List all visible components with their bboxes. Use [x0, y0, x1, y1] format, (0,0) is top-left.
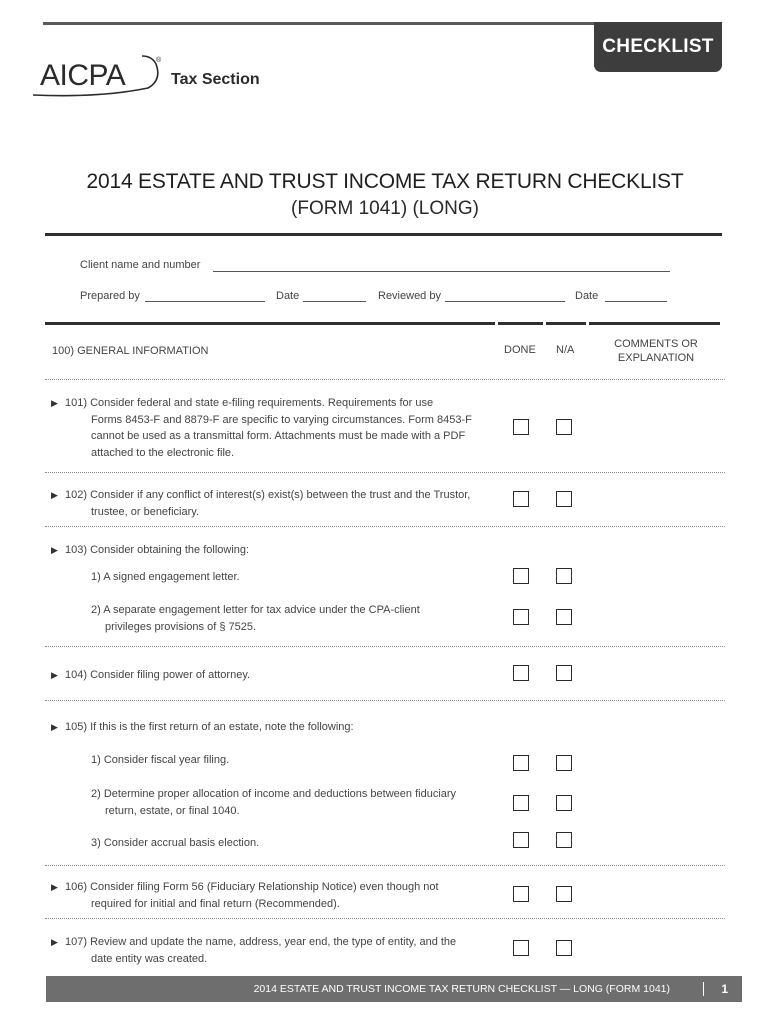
- done-checkbox-101[interactable]: [513, 419, 529, 435]
- done-checkbox-103-1[interactable]: [513, 568, 529, 584]
- divider: [45, 646, 725, 647]
- item-103-sub2-line: privileges provisions of § 7525.: [105, 620, 257, 633]
- divider: [45, 918, 725, 919]
- reviewed-field[interactable]: [445, 301, 565, 302]
- item-101-line: 101) Consider federal and state e-filing requirements. Requirements for use: [65, 397, 434, 409]
- na-checkbox-105-3[interactable]: [556, 832, 572, 848]
- aicpa-logo: [30, 50, 170, 100]
- item-103-sub2-line: 2) A separate engagement letter for tax advice under the CPA-client: [91, 604, 420, 616]
- item-105-sub1: 1) Consider fiscal year filing.: [91, 754, 230, 766]
- done-checkbox-104[interactable]: [513, 665, 529, 681]
- header-rule-c: [546, 322, 586, 325]
- done-checkbox-102[interactable]: [513, 491, 529, 507]
- footer-divider: [703, 982, 704, 996]
- na-checkbox-103-2[interactable]: [556, 609, 572, 625]
- na-checkbox-101[interactable]: [556, 419, 572, 435]
- col-done: DONE: [504, 344, 536, 356]
- na-checkbox-102[interactable]: [556, 491, 572, 507]
- header-rule-a: [45, 322, 495, 325]
- item-101-line: attached to the electronic file.: [91, 446, 235, 459]
- done-checkbox-106[interactable]: [513, 886, 529, 902]
- client-field[interactable]: [213, 271, 670, 272]
- item-105-sub2-line: 2) Determine proper allocation of income and deductions between fiduciary: [91, 788, 457, 800]
- page-subtitle: (FORM 1041) (LONG): [291, 198, 479, 219]
- header-rule-d: [589, 322, 720, 325]
- item-104: 104) Consider filing power of attorney.: [65, 669, 251, 681]
- item-103: 103) Consider obtaining the following:: [65, 544, 250, 556]
- na-checkbox-107[interactable]: [556, 940, 572, 956]
- item-103-sub2: [91, 602, 420, 635]
- col-comments-line2: EXPLANATION: [617, 352, 695, 364]
- na-checkbox-105-1[interactable]: [556, 755, 572, 771]
- col-comments-line1: COMMENTS OR: [614, 338, 698, 350]
- arrow-icon: ▶: [51, 490, 58, 500]
- item-102-line: trustee, or beneficiary.: [91, 505, 200, 518]
- item-101-line: Forms 8453-F and 8879-F are specific to varying circumstances. Form 8453-F: [91, 413, 472, 426]
- item-106-line: required for initial and final return (Recommended).: [91, 897, 340, 910]
- item-105-sub2-line: return, estate, or final 1040.: [105, 804, 240, 817]
- item-105: 105) If this is the first return of an estate, note the following:: [65, 721, 354, 733]
- done-checkbox-105-2[interactable]: [513, 795, 529, 811]
- item-107-line: date entity was created.: [91, 952, 208, 965]
- done-checkbox-105-3[interactable]: [513, 832, 529, 848]
- done-checkbox-105-1[interactable]: [513, 755, 529, 771]
- arrow-icon: ▶: [51, 398, 58, 408]
- section-heading: 100) GENERAL INFORMATION: [52, 345, 209, 357]
- arrow-icon: ▶: [51, 545, 58, 555]
- divider: [45, 700, 725, 701]
- divider: [45, 472, 725, 473]
- done-checkbox-107[interactable]: [513, 940, 529, 956]
- date-label: Date: [276, 290, 300, 302]
- col-comments: [592, 337, 720, 365]
- item-102: [65, 487, 470, 520]
- arrow-icon: ▶: [51, 937, 58, 947]
- divider: [45, 379, 725, 380]
- item-103-sub1: 1) A signed engagement letter.: [91, 571, 240, 583]
- na-checkbox-105-2[interactable]: [556, 795, 572, 811]
- page-number: 1: [721, 982, 728, 996]
- page-title: 2014 ESTATE AND TRUST INCOME TAX RETURN CHECKLIST: [86, 170, 684, 193]
- done-checkbox-103-2[interactable]: [513, 609, 529, 625]
- arrow-icon: ▶: [51, 882, 58, 892]
- na-checkbox-104[interactable]: [556, 665, 572, 681]
- na-checkbox-103-1[interactable]: [556, 568, 572, 584]
- title-rule: [45, 233, 722, 236]
- date2-label: Date: [575, 290, 599, 302]
- item-101-line: cannot be used as a transmittal form. Attachments must be made with a PDF: [91, 430, 466, 442]
- svg-text:AICPA: AICPA: [40, 59, 126, 92]
- footer-bar: [46, 976, 742, 1002]
- reviewed-label: Reviewed by: [378, 290, 441, 302]
- svg-text:®: ®: [156, 57, 162, 64]
- divider: [45, 865, 725, 866]
- na-checkbox-106[interactable]: [556, 886, 572, 902]
- arrow-icon: ▶: [51, 722, 58, 732]
- logo-subtitle: Tax Section: [171, 71, 260, 88]
- item-107-line: 107) Review and update the name, address, year end, the type of entity, and the: [65, 936, 457, 948]
- date-field[interactable]: [303, 301, 366, 302]
- item-102-line: 102) Consider if any conflict of interest(s) exist(s) between the trust and the Trustor,: [65, 489, 471, 501]
- item-107: [65, 934, 456, 967]
- footer-title: 2014 ESTATE AND TRUST INCOME TAX RETURN CHECKLIST — LONG (FORM 1041): [253, 983, 670, 995]
- divider: [45, 526, 725, 527]
- client-label: Client name and number: [80, 259, 201, 271]
- arrow-icon: ▶: [51, 670, 58, 680]
- item-106: [65, 879, 439, 912]
- col-na: N/A: [556, 344, 575, 356]
- checklist-badge: CHECKLIST: [594, 22, 722, 72]
- item-105-sub3: 3) Consider accrual basis election.: [91, 837, 260, 849]
- item-106-line: 106) Consider filing Form 56 (Fiduciary Relationship Notice) even though not: [65, 881, 439, 893]
- item-105-sub2: [91, 786, 456, 819]
- prepared-label: Prepared by: [80, 290, 140, 302]
- prepared-field[interactable]: [145, 301, 265, 302]
- header-rule-b: [498, 322, 543, 325]
- item-101: [65, 395, 472, 461]
- date2-field[interactable]: [605, 301, 667, 302]
